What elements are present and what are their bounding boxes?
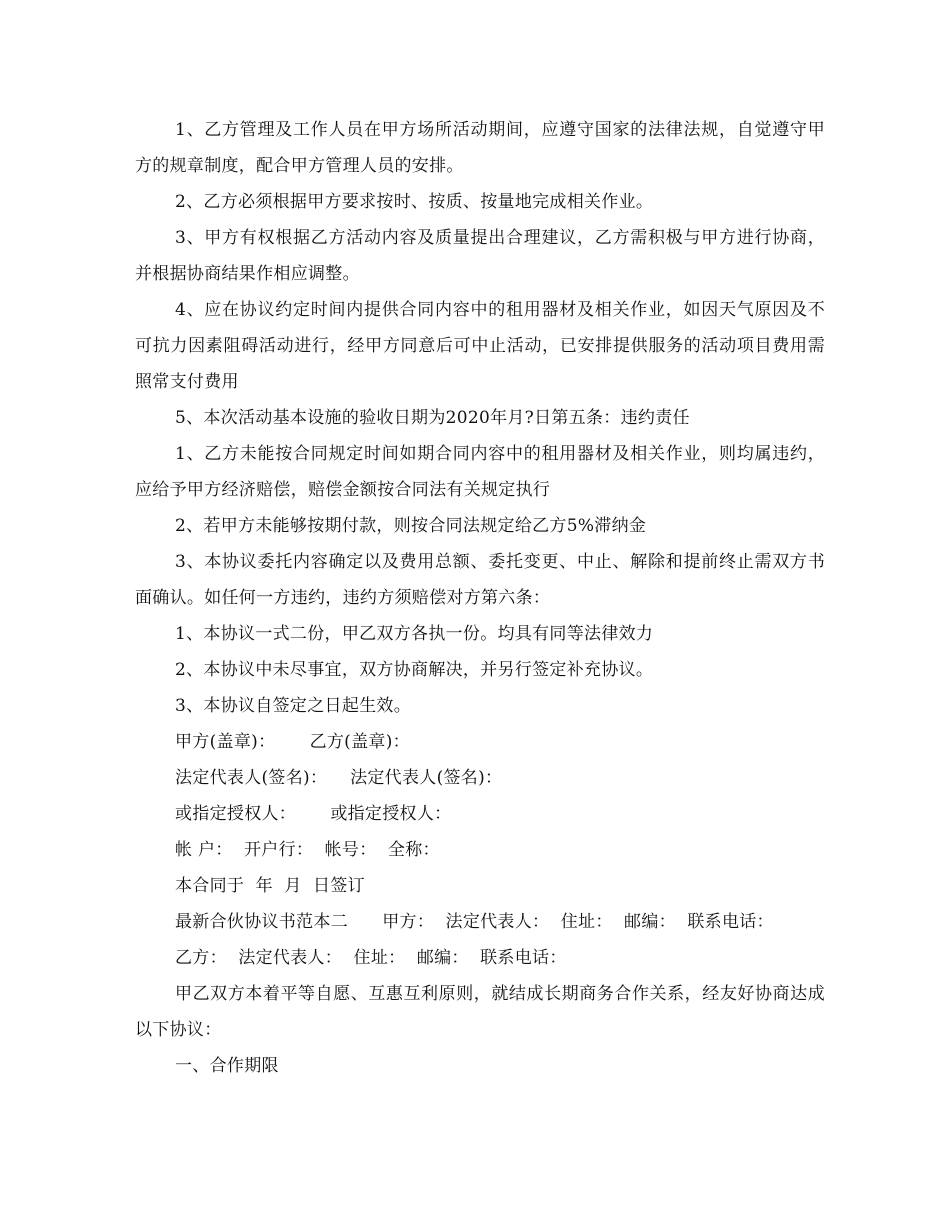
paragraph: 1、本协议一式二份，甲乙双方各执一份。均具有同等法律效力 [175, 624, 654, 644]
section-heading: 一、合作期限 [175, 1056, 279, 1076]
party-b-line: 乙方： 法定代表人： 住址： 邮编： 联系电话： [175, 948, 567, 968]
document-body [135, 112, 825, 1084]
signature-line-seal: 甲方(盖章)： 乙方(盖章)： [175, 732, 410, 752]
paragraph: 甲乙双方本着平等自愿、互惠互利原则，就结成长期商务合作关系，经友好协商达成以下协议： [135, 984, 825, 1040]
paragraph: 3、甲方有权根据乙方活动内容及质量提出合理建议，乙方需积极与甲方进行协商，并根据协商结果作相应调整。 [135, 228, 825, 284]
signature-line-authorized: 或指定授权人： 或指定授权人： [175, 804, 452, 824]
paragraph: 3、本协议自签定之日起生效。 [175, 696, 412, 716]
paragraph: 2、本协议中未尽事宜，双方协商解决，并另行签定补充协议。 [175, 660, 654, 680]
paragraph: 5、本次活动基本设施的验收日期为2020年月?日第五条：违约责任 [175, 408, 690, 428]
section-title-line: 最新合伙协议书范本二 甲方： 法定代表人： 住址： 邮编： 联系电话： [175, 912, 774, 932]
signature-line-representative: 法定代表人(签名)： 法定代表人(签名)： [175, 768, 503, 788]
paragraph: 4、应在协议约定时间内提供合同内容中的租用器材及相关作业，如因天气原因及不可抗力因素阻碍活动进行，经甲方同意后可中止活动，已安排提供服务的活动项目费用需照常支付费用 [135, 300, 825, 392]
paragraph: 3、本协议委托内容确定以及费用总额、委托变更、中止、解除和提前终止需双方书面确认。如任何一方违约，违约方须赔偿对方第六条： [135, 552, 825, 608]
paragraph: 1、乙方未能按合同规定时间如期合同内容中的租用器材及相关作业，则均属违约，应给予甲方经济赔偿，赔偿金额按合同法有关规定执行 [135, 444, 825, 500]
paragraph: 2、若甲方未能够按期付款，则按合同法规定给乙方5%滞纳金 [175, 516, 647, 536]
paragraph: 2、乙方必须根据甲方要求按时、按质、按量地完成相关作业。 [175, 192, 654, 212]
signing-date-line: 本合同于 年 月 日签订 [175, 876, 365, 896]
account-line: 帐 户： 开户行： 帐号： 全称： [175, 840, 440, 860]
paragraph: 1、乙方管理及工作人员在甲方场所活动期间，应遵守国家的法律法规，自觉遵守甲方的规章制度，配合甲方管理人员的安排。 [135, 120, 825, 176]
